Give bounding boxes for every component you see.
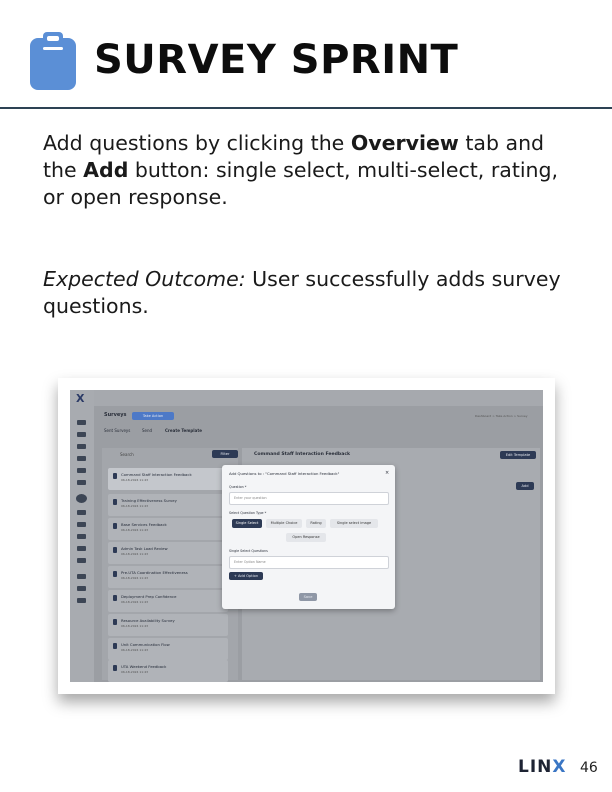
add-questions-modal	[222, 465, 395, 609]
sidebar-icon[interactable]	[77, 574, 86, 579]
sidebar-icon[interactable]	[77, 598, 86, 603]
sidebar-active-icon[interactable]	[76, 494, 87, 503]
search-input[interactable]: Search	[120, 452, 134, 457]
tab-create-template[interactable]: Create Template	[165, 428, 202, 433]
sidebar-icon[interactable]	[77, 522, 86, 527]
question-type-label: Select Question Type *	[229, 511, 267, 515]
surveys-heading: Surveys	[104, 412, 127, 418]
list-item[interactable]: Deployment Prep Confidence 06-18-2024 11:43	[108, 590, 228, 612]
detail-title: Command Staff Interaction Feedback	[254, 452, 351, 457]
add-option-button[interactable]: + Add Option	[229, 572, 263, 580]
clipboard-icon	[30, 32, 76, 90]
app-topbar	[70, 390, 543, 406]
breadcrumb: Dashboard > Take Action > Survey	[475, 414, 528, 418]
page-number: 46	[580, 760, 598, 776]
linx-logo: LINX	[518, 757, 567, 777]
expected-outcome: Expected Outcome: User successfully adds survey questions.	[43, 267, 561, 318]
app-screenshot	[58, 378, 555, 694]
add-button[interactable]: Add	[516, 482, 534, 490]
question-label: Question *	[229, 485, 247, 489]
overview-emphasis: Overview	[350, 131, 459, 155]
tab-send[interactable]: Send	[142, 428, 153, 433]
take-action-button[interactable]: Take Action	[132, 412, 174, 420]
close-icon[interactable]: ×	[385, 470, 390, 476]
screenshot-canvas	[70, 390, 543, 682]
sidebar-icon[interactable]	[77, 510, 86, 515]
list-item[interactable]: Command Staff Interaction Feedback 06-18-2024 11:43	[108, 468, 228, 490]
linx-logo-icon: X	[76, 392, 85, 405]
list-item[interactable]: UTA Weekend Feedback 06-18-2024 11:43	[108, 660, 228, 682]
tab-sent-surveys[interactable]: Sent Surveys	[104, 428, 131, 433]
sidebar-icon[interactable]	[77, 444, 86, 449]
sidebar-icon[interactable]	[77, 546, 86, 551]
list-item[interactable]: Pre-UTA Coordination Effectiveness 06-18-2024 11:43	[108, 566, 228, 588]
sidebar-icon[interactable]	[77, 558, 86, 563]
add-emphasis: Add	[83, 158, 129, 182]
list-item[interactable]: Admin Task Load Review 06-18-2024 11:43	[108, 542, 228, 564]
type-single-select[interactable]: Single Select	[232, 519, 262, 528]
sidebar-icon[interactable]	[77, 420, 86, 425]
question-input[interactable]: Enter your question	[229, 492, 389, 505]
list-item[interactable]: Resource Availability Survey 06-18-2024 11:43	[108, 614, 228, 636]
instruction-paragraph: Add questions by clicking the Overview tab and the Add button: single select, multi-select, rating, or open response.	[43, 131, 559, 209]
list-item[interactable]: Base Services Feedback 06-18-2024 11:43	[108, 518, 228, 540]
page-header	[0, 0, 612, 108]
sidebar-icon[interactable]	[77, 480, 86, 485]
type-multiple-choice[interactable]: Multiple Choice	[266, 519, 302, 528]
save-button[interactable]: Save	[299, 593, 317, 601]
app-sidebar	[70, 390, 94, 682]
modal-title: Add Questions to : "Command Staff Interaction Feedback"	[229, 471, 340, 476]
list-item[interactable]: Unit Communication Flow 06-18-2024 11:43	[108, 638, 228, 660]
type-open-response[interactable]: Open Response	[286, 533, 326, 542]
sidebar-icon[interactable]	[77, 432, 86, 437]
sidebar-icon[interactable]	[77, 456, 86, 461]
survey-list	[102, 448, 238, 680]
list-item[interactable]: Training Effectiveness Survey 06-18-2024 11:43	[108, 494, 228, 516]
type-rating[interactable]: Rating	[306, 519, 326, 528]
filter-button[interactable]: Filter	[212, 450, 238, 458]
option-input[interactable]: Enter Option Name	[229, 556, 389, 569]
header-divider	[0, 107, 612, 109]
edit-template-button[interactable]: Edit Template	[500, 451, 536, 459]
sidebar-icon[interactable]	[77, 586, 86, 591]
sidebar-icon[interactable]	[77, 534, 86, 539]
type-single-select-image[interactable]: Single select image	[330, 519, 378, 528]
expected-outcome-label: Expected Outcome:	[43, 267, 246, 291]
options-label: Single Select Questions	[229, 549, 268, 553]
sidebar-icon[interactable]	[77, 468, 86, 473]
page-title: SURVEY SPRINT	[94, 37, 459, 83]
